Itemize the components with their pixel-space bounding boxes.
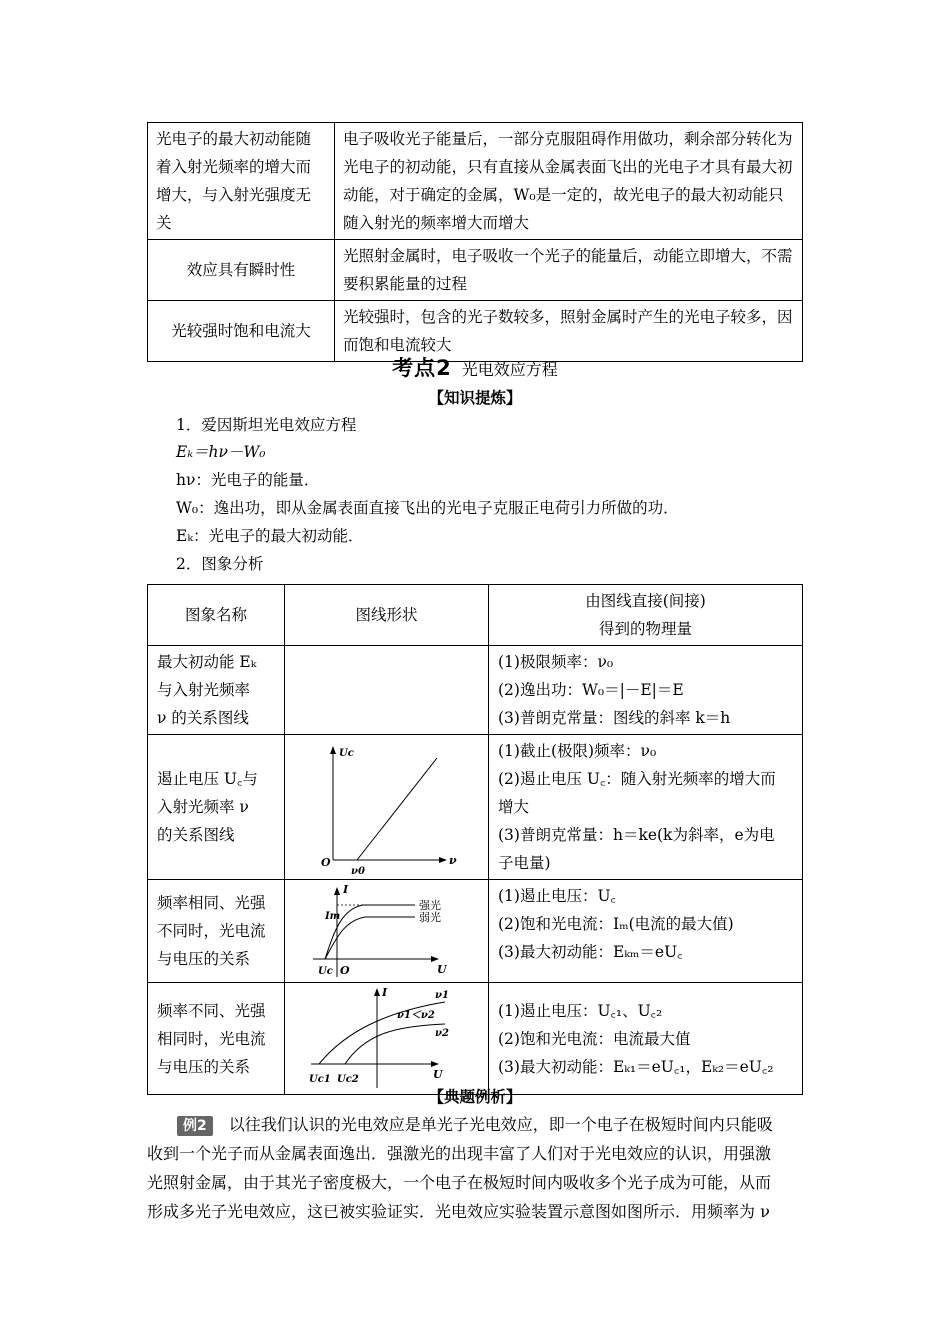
x-axis-arrow	[431, 1061, 439, 1067]
table-cell-text: 光照射金属时，电子吸收一个光子的能量后，动能立即增大，不需要积累能量的过程	[335, 240, 803, 301]
x-axis-label: ν	[449, 854, 457, 867]
knowledge-line: Eₖ：光电子的最大初动能．	[176, 527, 364, 545]
quantity-cell	[489, 646, 803, 735]
graph-name-cell	[148, 880, 285, 983]
quantity-line: (2)饱和光电流：电流最大值	[498, 1029, 691, 1048]
table-cell-label: 光较强时饱和电流大	[148, 301, 335, 362]
graph-name-line: 与入射光频率	[157, 681, 251, 699]
quantity-cell	[489, 880, 803, 983]
table-row	[148, 735, 803, 880]
stopping-voltage-graph-cell	[285, 735, 489, 880]
graph-name-line: 不同时，光电流	[157, 922, 266, 940]
table-row	[148, 123, 803, 240]
y-axis-label: I	[382, 985, 388, 999]
graph-analysis-table	[147, 584, 803, 1095]
example-line: 形成多光子光电效应，这已被实验证实．光电效应实验装置示意图如图所示．用频率为 ν	[147, 1202, 770, 1221]
y-axis-arrow	[334, 887, 340, 895]
table-header-row	[148, 585, 803, 646]
quantity-line: 增大	[498, 798, 530, 816]
example-line-text: 以往我们认识的光电效应是单光子光电效应，即一个电子在极短时间内只能吸	[228, 1115, 773, 1134]
quantity-line: (3)普朗克常量：图线的斜率 k＝h	[498, 709, 731, 727]
same-frequency-iv-graph	[285, 881, 470, 982]
threshold-frequency-label: ν0	[351, 866, 365, 876]
weak-light-label: 弱光	[419, 910, 441, 924]
y-axis-label: I	[343, 882, 349, 896]
origin-label: O	[321, 856, 331, 869]
formula-line: Eₖ＝hν－W₀	[176, 443, 266, 461]
section-heading	[0, 352, 950, 382]
graph-name-cell	[148, 646, 285, 735]
different-frequency-graph-cell	[285, 983, 489, 1095]
table-row	[148, 880, 803, 983]
graph-name-cell	[148, 983, 285, 1095]
knowledge-line: hν：光电子的能量．	[176, 471, 320, 489]
graph-name-line: 的关系图线	[157, 826, 235, 844]
example-line: 收到一个光子而从金属表面逸出．强激光的出现丰富了人们对于光电效应的认识，用强激	[147, 1144, 772, 1163]
graph-name-line: 频率不同、光强	[157, 1001, 266, 1020]
header-graph-shape: 图线形状	[285, 585, 489, 646]
stopping-voltage-graph	[285, 738, 470, 876]
graph-shape-cell-empty	[285, 646, 489, 735]
uc-nu-line	[357, 758, 437, 860]
y-axis-arrow	[374, 988, 380, 996]
y-axis-arrow	[330, 746, 336, 754]
nu1-label: ν1	[435, 989, 449, 1001]
graph-name-line: 遏止电压 U꜀与	[157, 770, 258, 788]
weak-light-curve	[325, 917, 415, 959]
graph-name-line: ν 的关系图线	[157, 709, 249, 727]
quantity-line: (3)最大初动能：Eₖₘ＝eU꜀	[498, 943, 683, 961]
graph-name-line: 频率相同、光强	[157, 894, 266, 912]
knowledge-line: 2．图象分析	[176, 555, 264, 573]
stopping-voltage-2-label: Uc2	[337, 1073, 359, 1085]
y-axis-label: Uc	[339, 748, 354, 759]
example-heading: 【典题例析】	[428, 1087, 522, 1106]
header-graph-name: 图象名称	[148, 585, 285, 646]
x-axis-label: U	[437, 962, 447, 976]
quantity-line: (2)饱和光电流：Iₘ(电流的最大值)	[498, 915, 734, 933]
quantity-line: 子电量)	[498, 854, 551, 872]
table-cell-label: 效应具有瞬时性	[148, 240, 335, 301]
stopping-voltage-1-label: Uc1	[309, 1073, 331, 1085]
stopping-voltage-label: Uc	[318, 965, 333, 977]
x-axis-arrow	[431, 956, 439, 962]
table-row	[148, 240, 803, 301]
table-row	[148, 646, 803, 735]
saturation-current-label: Im	[325, 910, 341, 922]
quantity-line: (1)遏止电压：U꜀	[498, 887, 616, 905]
quantity-cell	[489, 983, 803, 1095]
origin-label: O	[340, 963, 350, 977]
different-frequency-iv-graph	[285, 984, 470, 1094]
section-number: 考点2	[392, 356, 452, 380]
example-paragraph	[147, 1110, 807, 1226]
same-frequency-graph-cell	[285, 880, 489, 983]
x-axis-label: U	[433, 1067, 443, 1081]
graph-name-cell	[148, 735, 285, 880]
quantity-line: (3)最大初动能：Eₖ₁＝eU꜀₁，Eₖ₂＝eU꜀₂	[498, 1057, 774, 1076]
graph-name-line: 与电压的关系	[157, 950, 251, 968]
quantity-line: (2)逸出功：W₀＝|－E|＝E	[498, 681, 684, 699]
section-title: 光电效应方程	[461, 360, 558, 379]
strong-light-label: 强光	[419, 898, 441, 912]
header-quantity-line2: 得到的物理量	[598, 620, 692, 638]
graph-name-line: 入射光频率 ν	[157, 798, 249, 816]
quantity-line: (2)遏止电压 U꜀：随入射光频率的增大而	[498, 770, 776, 788]
table-row	[148, 983, 803, 1095]
effect-explanation-table	[147, 122, 803, 362]
example-line	[147, 1110, 807, 1139]
header-quantity-line1: 由图线直接(间接)	[585, 592, 706, 610]
graph-name-line: 与电压的关系	[157, 1057, 251, 1076]
knowledge-heading: 【知识提炼】	[428, 388, 522, 407]
frequency-relation-label: ν1＜ν2	[397, 1009, 435, 1021]
quantity-line: (1)极限频率：ν₀	[498, 653, 614, 671]
example-badge: 例2	[177, 1116, 213, 1136]
table-cell-label: 光电子的最大初动能随着入射光频率的增大而增大，与入射光强度无关	[148, 123, 335, 240]
table-cell-text: 电子吸收光子能量后，一部分克服阻碍作用做功，剩余部分转化为光电子的初动能，只有直接从金属表面飞出的光电子才具有最大初动能，对于确定的金属，W₀是一定的，故光电子的最大初动能只随入射光的频率增大而增大	[335, 123, 803, 240]
quantity-line: (1)截止(极限)频率：ν₀	[498, 742, 657, 760]
knowledge-line: W₀：逸出功，即从金属表面直接飞出的光电子克服正电荷引力所做的功．	[176, 499, 679, 517]
table-cell-text: 光较强时，包含的光子数较多，照射金属时产生的光电子较多，因而饱和电流较大	[335, 301, 803, 362]
nu2-label: ν2	[435, 1027, 449, 1039]
knowledge-line: 1．爱因斯坦光电效应方程	[176, 416, 357, 434]
graph-name-line: 最大初动能 Eₖ	[157, 653, 257, 671]
graph-name-line: 相同时，光电流	[157, 1029, 266, 1048]
quantity-line: (1)遏止电压：U꜀₁、U꜀₂	[498, 1001, 663, 1020]
header-quantity	[489, 585, 803, 646]
x-axis-arrow	[439, 857, 447, 863]
quantity-line: (3)普朗克常量：h＝ke(k为斜率，e为电	[498, 826, 775, 844]
quantity-cell	[489, 735, 803, 880]
example-line: 光照射金属，由于其光子密度极大，一个电子在极短时间内吸收多个光子成为可能，从而	[147, 1173, 772, 1192]
